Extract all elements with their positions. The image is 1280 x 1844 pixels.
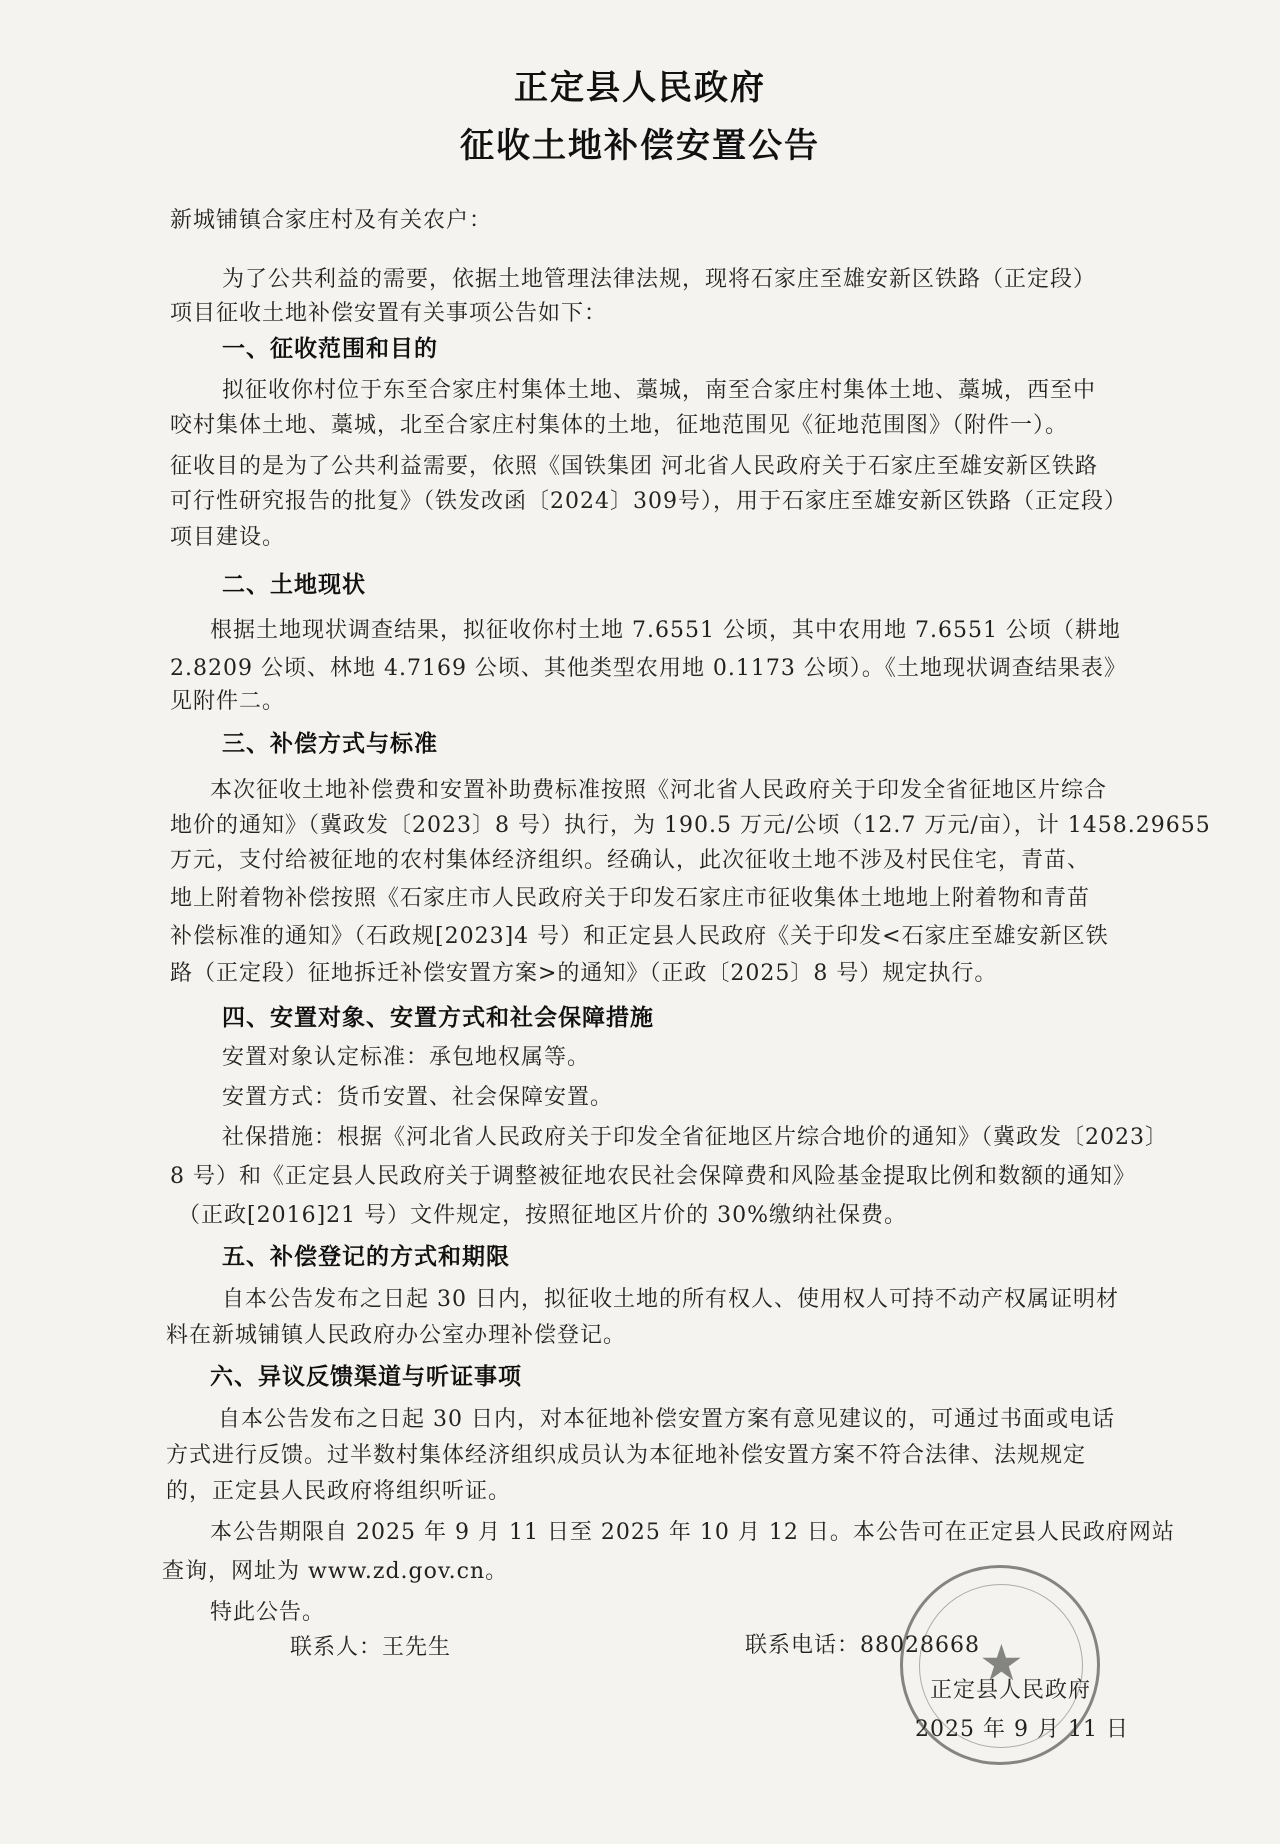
issuer-name: 正定县人民政府 — [930, 1678, 1092, 1703]
section-line: 自本公告发布之日起 30 日内，拟征收土地的所有权人、使用权人可持不动产权属证明材 — [222, 1287, 1119, 1312]
seal-star-icon: ★ — [979, 1634, 1024, 1692]
section-heading: 五、补偿登记的方式和期限 — [222, 1244, 510, 1270]
page-subtitle: 征收土地补偿安置公告 — [460, 126, 820, 166]
intro-line: 为了公共利益的需要，依据土地管理法律法规，现将石家庄至雄安新区铁路（正定段） — [222, 267, 1097, 292]
section-line: 拟征收你村位于东至合家庄村集体土地、藁城，南至合家庄村集体土地、藁城，西至中 — [222, 378, 1097, 403]
section-line: 可行性研究报告的批复》（铁发改函〔2024〕309号），用于石家庄至雄安新区铁路（正定段） — [170, 489, 1127, 514]
section-line: 料在新城铺镇人民政府办公室办理补偿登记。 — [166, 1323, 627, 1348]
section-line: 补偿标准的通知》（石政规[2023]4 号）和正定县人民政府《关于印发<石家庄至雄安新区铁 — [170, 924, 1109, 949]
section-line: 万元，支付给被征地的农村集体经济组织。经确认，此次征收土地不涉及村民住宅，青苗、 — [170, 848, 1091, 873]
issue-date: 2025 年 9 月 11 日 — [915, 1717, 1129, 1742]
section-heading: 三、补偿方式与标准 — [222, 731, 438, 757]
contact-phone: 联系电话：88028668 — [745, 1633, 980, 1658]
section-heading: 四、安置对象、安置方式和社会保障措施 — [222, 1005, 654, 1031]
section-line: 路（正定段）征地拆迁补偿安置方案>的通知》（正政〔2025〕8 号）规定执行。 — [170, 961, 998, 986]
period-line: 查询，网址为 www.zd.gov.cn。 — [162, 1559, 509, 1584]
section-line: 2.8209 公顷、林地 4.7169 公顷、其他类型农用地 0.1173 公顷）。《土地现状调查结果表》 — [170, 656, 1127, 681]
section-line: 项目建设。 — [170, 525, 286, 550]
section-line: 本次征收土地补偿费和安置补助费标准按照《河北省人民政府关于印发全省征地区片综合 — [210, 778, 1108, 803]
section-line: 咬村集体土地、藁城，北至合家庄村集体的土地，征地范围见《征地范围图》（附件一）。 — [170, 413, 1069, 438]
section-line: 方式进行反馈。过半数村集体经济组织成员认为本征地补偿安置方案不符合法律、法规规定 — [166, 1443, 1087, 1468]
intro-line: 项目征收土地补偿安置有关事项公告如下： — [170, 301, 608, 326]
section-line: 地价的通知》（冀政发〔2023〕8 号）执行，为 190.5 万元/公顷（12.7 万元/亩），计 1458.29655 — [170, 813, 1211, 838]
period-line: 本公告期限自 2025 年 9 月 11 日至 2025 年 10 月 12 日。本公告可在正定县人民政府网站 — [210, 1520, 1175, 1545]
section-line: 根据土地现状调查结果，拟征收你村土地 7.6551 公顷，其中农用地 7.6551 公顷（耕地 — [210, 618, 1121, 643]
section-line: 的，正定县人民政府将组织听证。 — [166, 1479, 512, 1504]
section-line: 社保措施：根据《河北省人民政府关于印发全省征地区片综合地价的通知》（冀政发〔2023〕 — [222, 1125, 1168, 1150]
section-line: 安置方式：货币安置、社会保障安置。 — [222, 1085, 614, 1110]
section-line: 地上附着物补偿按照《石家庄市人民政府关于印发石家庄市征收集体土地地上附着物和青苗 — [170, 886, 1091, 911]
salutation: 新城铺镇合家庄村及有关农户： — [170, 208, 493, 233]
section-heading: 一、征收范围和目的 — [222, 336, 438, 362]
section-heading: 六、异议反馈渠道与听证事项 — [210, 1364, 522, 1390]
contact-person: 联系人：王先生 — [290, 1635, 452, 1660]
section-line: 征收目的是为了公共利益需要，依照《国铁集团 河北省人民政府关于石家庄至雄安新区铁路 — [170, 454, 1098, 479]
section-heading: 二、土地现状 — [222, 572, 366, 598]
closing-text: 特此公告。 — [210, 1600, 326, 1625]
section-line: 见附件二。 — [170, 689, 286, 714]
section-line: 安置对象认定标准：承包地权属等。 — [222, 1045, 591, 1070]
section-line: 自本公告发布之日起 30 日内，对本征地补偿安置方案有意见建议的，可通过书面或电话 — [218, 1407, 1115, 1432]
page-title: 正定县人民政府 — [514, 68, 766, 108]
section-line: 8 号）和《正定县人民政府关于调整被征地农民社会保障费和风险基金提取比例和数额的通知》 — [170, 1164, 1136, 1189]
section-line: （正政[2016]21 号）文件规定，按照征地区片价的 30%缴纳社保费。 — [178, 1203, 908, 1228]
